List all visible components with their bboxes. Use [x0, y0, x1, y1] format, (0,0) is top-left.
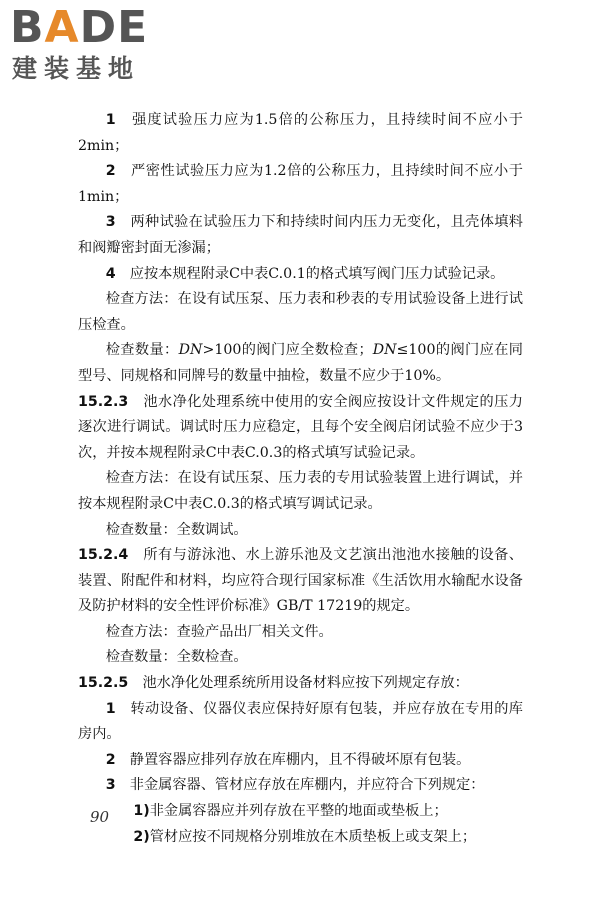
list-item: 3 两种试验在试验压力下和持续时间内压力无变化，且壳体填料和阀瓣密封面无渗漏； [78, 214, 523, 256]
document-body [78, 108, 523, 850]
list-item: 2 严密性试验压力应为1.2倍的公称压力，且持续时间不应小于1min； [78, 163, 523, 205]
inspection-quantity: 检查数量：全数调试。 [105, 521, 248, 538]
clause-15-2-4: 15.2.4 所有与游泳池、水上游乐池及文艺演出池池水接触的设备、装置、附配件和材料，均应符合现行国家标准《生活饮用水输配水设备及防护材料的安全性评价标准》GB/T 17219的规定。 [78, 547, 523, 615]
list-item: 4 应按本规程附录C中表C.0.1的格式填写阀门压力试验记录。 [105, 265, 505, 282]
list-item: 2 静置容器应排列存放在库棚内，且不得破坏原有包装。 [105, 751, 471, 768]
inspection-quantity: 检查数量：全数检查。 [105, 649, 248, 666]
brand-logo [10, 4, 180, 86]
list-item: 3 非金属容器、管材应存放在库棚内，并应符合下列规定： [105, 777, 485, 794]
clause-15-2-5: 15.2.5 池水净化处理系统所用设备材料应按下列规定存放： [78, 675, 469, 692]
list-item: 1 强度试验压力应为1.5倍的公称压力，且持续时间不应小于2min； [78, 112, 523, 154]
inspection-method: 检查方法：在设有试压泵、压力表的专用试验装置上进行调试，并按本规程附录C中表C.0.3的格式填写调试记录。 [78, 470, 523, 512]
list-item: 1 转动设备、仪器仪表应保持好原有包装，并应存放在专用的库房内。 [78, 700, 523, 743]
sub-list-item: 2)管材应按不同规格分别堆放在木质垫板上或支架上； [133, 828, 477, 845]
clause-15-2-3: 15.2.3 池水净化处理系统中使用的安全阀应按设计文件规定的压力逐次进行调试。调试时压力应稳定，且每个安全阀启闭试验不应少于3次，并按本规程附录C中表C.0.3的格式填写试验记录。 [78, 393, 523, 461]
logo-wordmark: BADE [10, 2, 149, 53]
inspection-method: 检查方法：查验产品出厂相关文件。 [105, 623, 333, 640]
inspection-quantity: 检查数量：DN>100的阀门应全数检查；DN≤100的阀门应在同型号、同规格和同牌号的数量中抽检，数量不应少于10%。 [78, 342, 523, 384]
inspection-method: 检查方法：在设有试压泵、压力表和秒表的专用试验设备上进行试压检查。 [78, 291, 523, 333]
sub-list-item: 1)非金属容器应并列存放在平整的地面或垫板上； [133, 803, 448, 820]
logo-subtitle: 建装基地 [12, 54, 141, 83]
page-number: 90 [90, 808, 110, 826]
